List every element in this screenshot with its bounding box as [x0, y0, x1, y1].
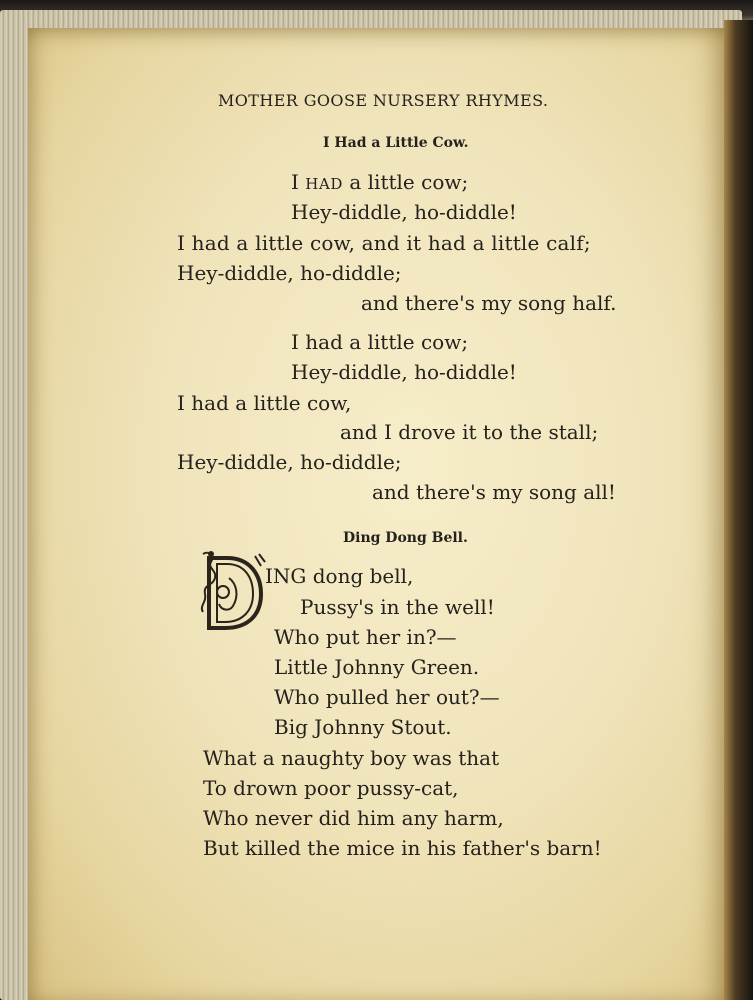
ornate-dropcap-d-icon: [195, 548, 267, 634]
poem-line: Who never did him any harm,: [203, 806, 504, 830]
poem-line: Hey-diddle, ho-diddle!: [291, 360, 517, 384]
poem-line: and there's my song half.: [361, 291, 617, 315]
poem-line: Little Johnny Green.: [274, 655, 480, 679]
poem-line: Pussy's in the well!: [300, 595, 495, 619]
poem-line: and there's my song all!: [372, 480, 616, 504]
poem-line: I had a little cow,: [177, 391, 352, 415]
dropcap-letter: D: [212, 567, 250, 621]
poem-line-smallcaps: HAD: [305, 175, 344, 193]
poem-line: Hey-diddle, ho-diddle;: [177, 261, 402, 285]
poem-line: Hey-diddle, ho-diddle!: [291, 200, 517, 224]
poem-line: But killed the mice in his father's barn!: [203, 836, 602, 860]
book-gutter-shadow: [724, 20, 753, 1000]
poem-line-initial: I: [291, 170, 299, 194]
poem-line: To drown poor pussy-cat,: [203, 776, 459, 800]
poem-line: I had a little cow;: [291, 330, 469, 354]
poem-line: Who pulled her out?—: [274, 685, 500, 709]
poem-line: Big Johnny Stout.: [274, 715, 452, 739]
poem-line: Hey-diddle, ho-diddle;: [177, 450, 402, 474]
running-head: MOTHER GOOSE NURSERY RHYMES.: [218, 91, 549, 110]
poem-line: and I drove it to the stall;: [340, 420, 599, 444]
poem-line: ING dong bell,: [265, 564, 414, 588]
poem-title-cow: I Had a Little Cow.: [323, 135, 469, 151]
poem-line: What a naughty boy was that: [203, 746, 500, 770]
poem-line: I had a little cow, and it had a little calf;: [177, 231, 591, 255]
poem-line: [291, 172, 468, 192]
poem-title-bell: Ding Dong Bell.: [343, 530, 468, 546]
poem-line: Who put her in?—: [274, 625, 457, 649]
poem-line-rest: a little cow;: [349, 170, 469, 194]
